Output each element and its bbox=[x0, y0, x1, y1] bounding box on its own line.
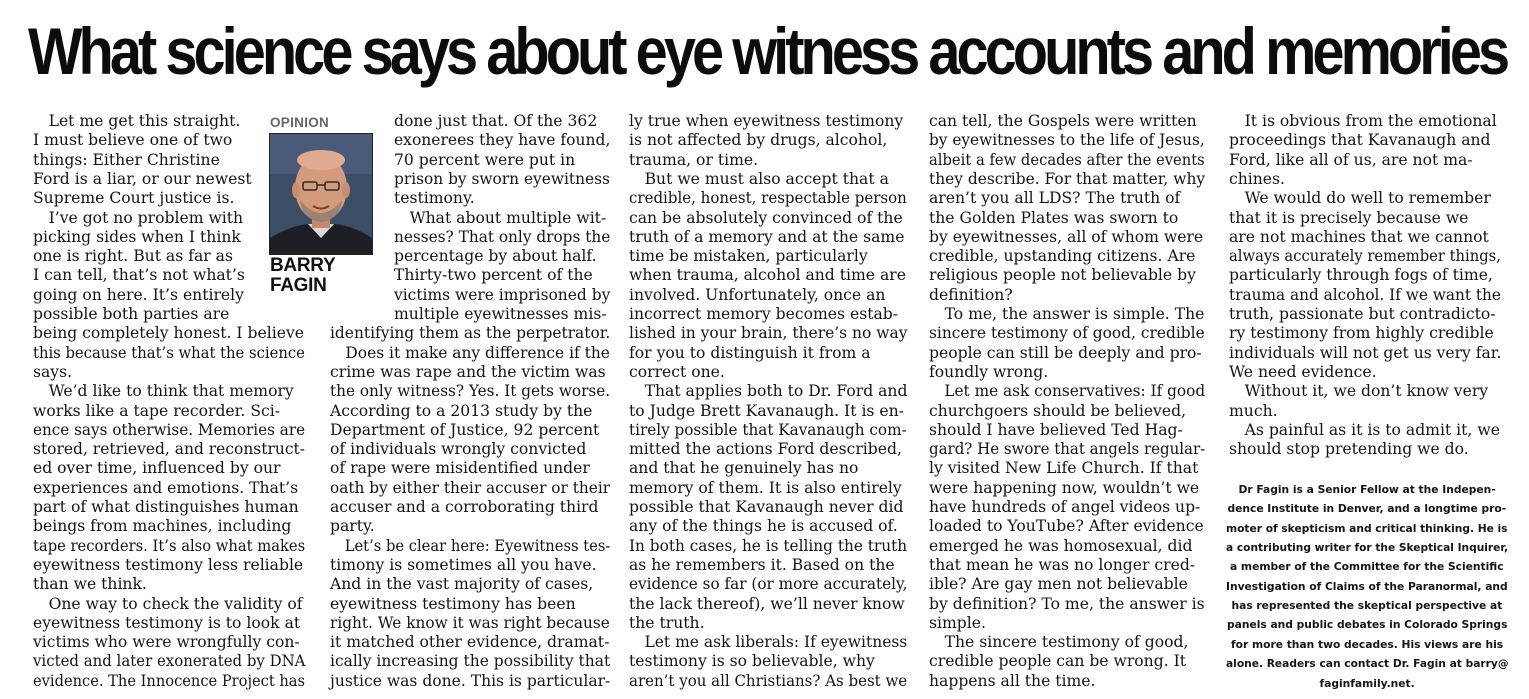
bio-line: a member of the Committee for the Scientific bbox=[1230, 560, 1504, 574]
column-3-line: ly true when eyewitness testimony bbox=[629, 112, 904, 130]
column-4-line: The sincere testimony of good, bbox=[929, 633, 1189, 652]
column-1-line: eyewitness testimony less reliable bbox=[33, 555, 304, 574]
column-1-line: going on here. It’s entirely bbox=[33, 285, 244, 304]
column-5-line: Without it, we don’t know very bbox=[1229, 382, 1489, 401]
column-3-line: lished in your brain, there’s no way bbox=[629, 324, 908, 343]
column-5-line: As painful as it is to admit it, we bbox=[1229, 420, 1500, 439]
column-2-line: Let’s be clear here: Eyewitness tes- bbox=[330, 536, 611, 555]
bio-line: Dr Fagin is a Senior Fellow at the Indepen- bbox=[1238, 483, 1496, 496]
column-3-line: That applies both to Dr. Ford and bbox=[629, 382, 908, 401]
column-1-line: things: Either Christine bbox=[33, 150, 220, 169]
column-4-line: definition? bbox=[929, 285, 1013, 304]
author-photo bbox=[269, 133, 373, 255]
column-5-line: that it is precisely because we bbox=[1229, 208, 1469, 227]
column-4-line: were happening now, wouldn’t we bbox=[929, 478, 1200, 497]
column-3-line: truth of a memory and at the same bbox=[629, 227, 905, 246]
column-1-line: We’d like to think that memory bbox=[33, 382, 294, 401]
column-4-line: the Golden Plates was sworn to bbox=[929, 208, 1179, 227]
bio-line: faginfamily.net. bbox=[1319, 676, 1415, 690]
column-2-line: testimony. bbox=[394, 189, 475, 208]
column-3-line: any of the things he is accused of. bbox=[629, 517, 898, 536]
column-2-line: it matched other evidence, dramat- bbox=[330, 633, 610, 652]
column-3-line: mitted the actions Ford described, bbox=[629, 440, 902, 459]
column-1-line: picking sides when I think bbox=[33, 227, 241, 246]
column-5-line: We would do well to remember bbox=[1229, 189, 1491, 208]
column-5-line: individuals will not get us very far. bbox=[1229, 343, 1502, 362]
column-3-line: tirely possible that Kavanaugh com- bbox=[629, 420, 907, 439]
column-2-line: identifying them as the perpetrator. bbox=[330, 324, 611, 343]
column-3-line: credible, honest, respectable person bbox=[629, 189, 907, 208]
column-4-line: have hundreds of angel videos up- bbox=[929, 498, 1201, 516]
bio-line: has represented the skeptical perspective at bbox=[1231, 599, 1503, 613]
column-3-line: Let me ask liberals: If eyewitness bbox=[629, 633, 908, 652]
column-1-line: part of what distinguishes human bbox=[33, 498, 299, 516]
column-4-line: credible, upstanding citizens. Are bbox=[929, 247, 1196, 266]
column-2-line: percentage by about half. bbox=[394, 247, 597, 266]
column-4-line: people can still be deeply and pro- bbox=[929, 343, 1202, 362]
column-3-line: involved. Unfortunately, once an bbox=[629, 285, 886, 304]
column-5-line: ry testimony from highly credible bbox=[1229, 324, 1494, 343]
opinion-label: OPINION bbox=[270, 115, 330, 130]
column-3-line: to Judge Brett Kavanaugh. It is en- bbox=[629, 401, 904, 420]
column-3-line: correct one. bbox=[629, 362, 725, 381]
column-3-line: incorrect memory becomes estab- bbox=[629, 305, 899, 323]
column-2-line: done just that. Of the 362 bbox=[394, 112, 598, 130]
column-5-line: It is obvious from the emotional bbox=[1229, 112, 1497, 130]
column-2-line: right. We know it was right because bbox=[330, 613, 610, 632]
column-1-line: works like a tape recorder. Sci- bbox=[33, 401, 280, 420]
column-5-line: truth, passionate but contradicto- bbox=[1229, 305, 1496, 323]
column-3-line: memory of them. It is also entirely bbox=[629, 478, 902, 497]
column-2-line: exonerees they have found, bbox=[394, 131, 611, 150]
column-2-line: of rape were misidentified under bbox=[330, 459, 590, 478]
bio-line: a contributing writer for the Skeptical Inquirer, bbox=[1226, 541, 1509, 555]
column-4-line: by eyewitnesses to the life of Jesus, bbox=[929, 131, 1205, 150]
column-5-line: should stop pretending we do. bbox=[1229, 440, 1469, 459]
column-1-line: Supreme Court justice is. bbox=[33, 189, 235, 208]
column-4-line: simple. bbox=[929, 613, 986, 632]
bio-line: alone. Readers can contact Dr. Fagin at barry@ bbox=[1226, 657, 1509, 671]
column-2-line: ically increasing the possibility that bbox=[330, 652, 611, 671]
column-1-line: Let me get this straight. bbox=[33, 112, 241, 130]
column-3-line: for you to distinguish it from a bbox=[629, 343, 871, 362]
column-3-line: possible that Kavanaugh never did bbox=[629, 498, 904, 516]
column-1-line: Ford is a liar, or our newest bbox=[33, 169, 252, 188]
column-3-line: is not affected by drugs, alcohol, bbox=[629, 131, 888, 150]
column-1-line: evidence. The Innocence Project has bbox=[33, 671, 306, 690]
column-5-line: We need evidence. bbox=[1229, 362, 1377, 381]
column-1-line: eyewitness testimony is to look at bbox=[33, 613, 301, 632]
author-portrait-image bbox=[270, 134, 372, 254]
column-4-line: aren’t you all LDS? The truth of bbox=[929, 189, 1181, 208]
bio-line: Investigation of Claims of the Paranormal, and bbox=[1226, 579, 1508, 593]
column-4-line: ly visited New Life Church. If that bbox=[929, 459, 1199, 478]
column-1-line: victims who were wrongfully con- bbox=[33, 633, 300, 652]
bio-line: for more than two decades. His views are his bbox=[1231, 637, 1504, 651]
column-1-line: One way to check the validity of bbox=[33, 594, 303, 613]
column-2-line: oath by either their accuser or their bbox=[330, 478, 611, 497]
column-1-line: I can tell, that’s not what’s bbox=[33, 266, 245, 285]
column-5-line: are not machines that we cannot bbox=[1229, 227, 1489, 246]
author-name-last: FAGIN bbox=[270, 275, 327, 296]
column-5-line: chines. bbox=[1229, 169, 1285, 188]
author-name-first: BARRY bbox=[270, 255, 336, 276]
column-1-line: beings from machines, including bbox=[33, 517, 292, 536]
column-5-line: Ford, like all of us, are not ma- bbox=[1229, 150, 1473, 169]
column-1-line: stored, retrieved, and reconstruct- bbox=[33, 440, 305, 459]
column-2-line: 70 percent were put in bbox=[394, 150, 576, 169]
column-4-line: by definition? To me, the answer is bbox=[929, 594, 1205, 613]
headline: What science says about eye witness accounts and memories bbox=[28, 14, 1507, 88]
column-1-line: being completely honest. I believe bbox=[33, 324, 304, 343]
column-4-line: churchgoers should be believed, bbox=[929, 401, 1187, 420]
column-3-line: as he remembers it. Based on the bbox=[629, 555, 895, 574]
column-3-line: time be mistaken, particularly bbox=[629, 247, 868, 266]
column-4-line: that mean he was no longer cred- bbox=[929, 555, 1196, 574]
column-2-line: justice was done. This is particular- bbox=[330, 671, 611, 690]
column-4-line: emerged he was homosexual, did bbox=[929, 536, 1193, 555]
column-4-line: albeit a few decades after the events bbox=[929, 150, 1205, 169]
column-4-line: foundly wrong. bbox=[929, 362, 1049, 381]
column-2-line: victims were imprisoned by bbox=[394, 285, 611, 304]
column-3-line: can be absolutely convinced of the bbox=[629, 208, 903, 227]
column-1-line: than we think. bbox=[33, 575, 147, 594]
column-2-line: prison by sworn eyewitness bbox=[394, 169, 610, 188]
column-3-line: the lack thereof), we’ll never know bbox=[629, 594, 905, 613]
column-2-line: Does it make any difference if the bbox=[330, 343, 610, 362]
column-4-line: Let me ask conservatives: If good bbox=[929, 382, 1206, 401]
column-1-line: experiences and emotions. That’s bbox=[33, 478, 299, 497]
column-4-line: loaded to YouTube? After evidence bbox=[929, 517, 1204, 536]
column-1-line: I’ve got no problem with bbox=[33, 208, 244, 227]
column-2-line: And in the vast majority of cases, bbox=[330, 575, 594, 594]
column-2-line: What about multiple wit- bbox=[394, 208, 607, 227]
column-2-line: multiple eyewitnesses mis- bbox=[394, 305, 607, 323]
column-2-line: eyewitness testimony has been bbox=[330, 594, 576, 613]
column-5-line: always accurately remember things, bbox=[1229, 247, 1501, 266]
bio-line: panels and public debates in Colorado Springs bbox=[1227, 618, 1508, 632]
column-3-line: testimony is so believable, why bbox=[629, 652, 875, 671]
column-3-line: In both cases, he is telling the truth bbox=[629, 536, 908, 555]
column-4-line: To me, the answer is simple. The bbox=[929, 305, 1205, 323]
column-4-line: gard? He swore that angels regular- bbox=[929, 440, 1206, 459]
column-1-line: victed and later exonerated by DNA bbox=[33, 652, 306, 671]
bio-line: dence Institute in Denver, and a longtime pro- bbox=[1227, 502, 1507, 516]
column-4-line: credible people can be wrong. It bbox=[929, 652, 1187, 671]
column-3-line: evidence so far (or more accurately, bbox=[629, 575, 908, 594]
column-2-line: accuser and a corroborating third bbox=[330, 498, 599, 516]
column-3-line: and that he genuinely has no bbox=[629, 459, 859, 478]
column-2-line: nesses? That only drops the bbox=[394, 227, 611, 246]
column-1-line: one is right. But as far as bbox=[33, 247, 233, 266]
column-1-line: I must believe one of two bbox=[33, 131, 233, 150]
column-3-line: trauma, or time. bbox=[629, 150, 759, 169]
column-3-line: But we must also accept that a bbox=[629, 169, 889, 188]
column-4-line: religious people not believable by bbox=[929, 266, 1196, 285]
column-1-line: ence says otherwise. Memories are bbox=[33, 420, 306, 439]
column-4-line: ible? Are gay men not believable bbox=[929, 575, 1188, 594]
column-2-line: According to a 2013 study by the bbox=[330, 401, 593, 420]
column-1-line: ed over time, influenced by our bbox=[33, 459, 281, 478]
column-2-line: crime was rape and the victim was bbox=[330, 362, 606, 381]
column-4-line: by eyewitnesses, all of whom were bbox=[929, 227, 1204, 246]
column-1-line: this because that’s what the science bbox=[33, 343, 305, 362]
bio-line: moter of skepticism and critical thinking. He is bbox=[1226, 521, 1508, 535]
column-2-line: of individuals wrongly convicted bbox=[330, 440, 587, 459]
column-4-line: should I have believed Ted Hag- bbox=[929, 420, 1183, 439]
column-2-line: Department of Justice, 92 percent bbox=[330, 420, 600, 439]
column-4-line: they describe. For that matter, why bbox=[929, 169, 1206, 188]
column-2-line: Thirty-two percent of the bbox=[394, 266, 593, 285]
column-3-line: the truth. bbox=[629, 613, 705, 632]
column-5-line: particularly through fogs of time, bbox=[1229, 266, 1493, 285]
column-4-line: sincere testimony of good, credible bbox=[929, 324, 1205, 343]
column-2-line: party. bbox=[330, 517, 375, 536]
column-5-line: trauma and alcohol. If we want the bbox=[1229, 285, 1501, 304]
column-5-line: proceedings that Kavanaugh and bbox=[1229, 131, 1491, 150]
column-5-line: much. bbox=[1229, 401, 1278, 420]
column-4-line: happens all the time. bbox=[929, 671, 1096, 690]
column-2-line: timony is sometimes all you have. bbox=[330, 555, 597, 574]
column-1-line: possible both parties are bbox=[33, 305, 230, 323]
column-3-line: aren’t you all Christians? As best we bbox=[629, 671, 908, 690]
column-1-line: says. bbox=[33, 362, 73, 381]
column-4-line: can tell, the Gospels were written bbox=[929, 112, 1197, 130]
column-3-line: when trauma, alcohol and time are bbox=[629, 266, 906, 285]
column-2-line: the only witness? Yes. It gets worse. bbox=[330, 382, 611, 401]
column-1-line: tape recorders. It’s also what makes bbox=[33, 536, 306, 555]
